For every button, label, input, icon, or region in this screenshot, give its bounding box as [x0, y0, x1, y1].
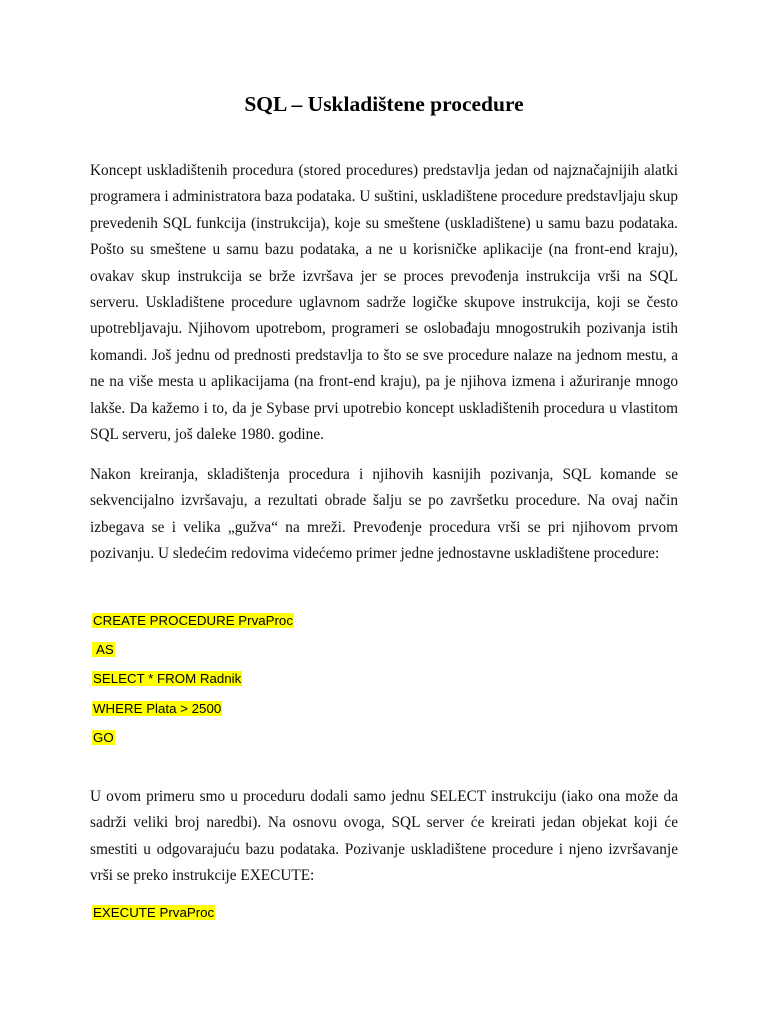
code-line-as: [92, 641, 115, 659]
code-line-text: SELECT * FROM Radnik: [93, 671, 242, 686]
code-line-text: AS: [93, 642, 114, 657]
code-line-select: [92, 670, 242, 688]
intro-paragraph: Koncept uskladištenih procedura (stored procedures) predstavlja jedan od najznačajnijih alatki programera i administratora baza podataka. U suštini, uskladištene procedure predstavljaju skup prevedenih SQL funkcija (instrukcija), koje su smeštene (uskladištene) u samu bazu podataka. Pošto su smeštene u samu bazu podataka, a ne u korisničke aplikacije (na front-end kraju), ovakav skup instrukcija se brže izvršava jer se proces prevođenja instrukcija vrši na SQL serveru. Uskladištene procedure uglavnom sadrže logičke skupove instrukcija, koji se često upotrebljavaju. Njihovom upotrebom, programeri se oslobađaju mnogostrukih pozivanja istih komandi. Još jednu od prednosti predstavlja to što se sve procedure nalaze na jednom mestu, a ne na više mesta u aplikacijama (na front-end kraju), pa je njihova izmena i ažuriranje mnogo lakše. Da kažemo i to, da je Sybase prvi upotrebio koncept uskladištenih procedura u vlastitom SQL serveru, još daleke 1980. godine.: [90, 162, 678, 444]
code-line-text: GO: [93, 730, 114, 745]
code-line-where: [92, 700, 222, 718]
code-line-text: EXECUTE PrvaProc: [93, 905, 215, 920]
code-line-go: [92, 729, 115, 747]
code-line-execute: [92, 904, 215, 922]
page-title: SQL – Uskladištene procedure: [244, 92, 524, 116]
code-line-text: CREATE PROCEDURE PrvaProc: [93, 613, 293, 628]
explanation-paragraph: U ovom primeru smo u proceduru dodali samo jednu SELECT instrukciju (iako ona može da sadrži veliki broj naredbi). Na osnovu ovoga, SQL server će kreirati jedan objekat koji će smestiti u odgovarajuću bazu podataka. Pozivanje uskladištene procedure i njeno izvršavanje vrši se preko instrukcije EXECUTE:: [90, 788, 678, 885]
execution-paragraph: Nakon kreiranja, skladištenja procedura i njihovih kasnijih pozivanja, SQL komande se sekvencijalno izvršavaju, a rezultati obrade šalju se po završetku procedure. Na ovaj način izbegava se i velika „gužva“ na mreži. Prevođenje procedura vrši se pri njihovom prvom pozivanju. U sledećim redovima videćemo primer jedne jednostavne uskladištene procedure:: [90, 466, 678, 563]
code-line-text: WHERE Plata > 2500: [93, 701, 222, 716]
code-line-create: [92, 612, 294, 630]
